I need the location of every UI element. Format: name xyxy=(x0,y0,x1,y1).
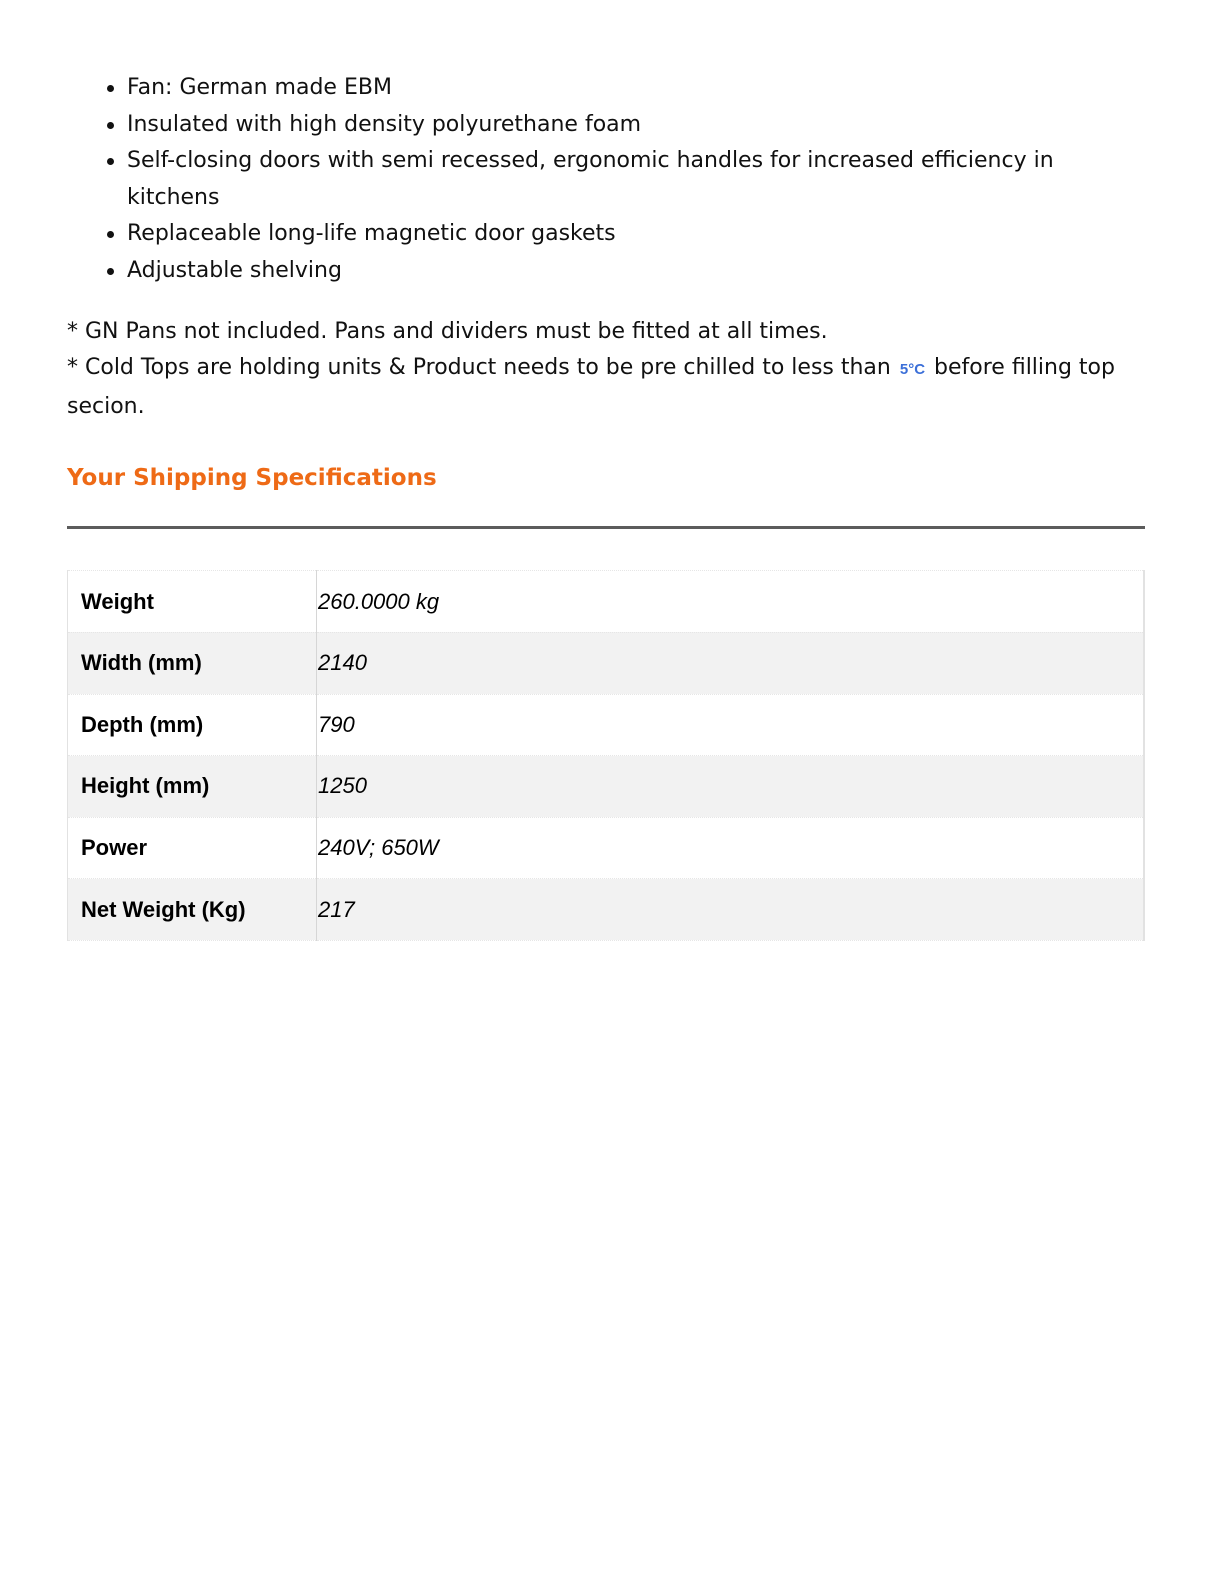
spec-value: 240V; 650W xyxy=(318,835,439,861)
table-row xyxy=(68,632,1145,694)
table-row xyxy=(68,879,1145,941)
note-pans: * GN Pans not included. Pans and dividers must be fitted at all times. xyxy=(67,318,828,344)
feature-item: Self-closing doors with semi recessed, ergonomic handles for increased efficiency in kitchens xyxy=(127,143,1145,216)
table-row xyxy=(68,571,1145,633)
feature-item: Fan: German made EBM xyxy=(127,70,1145,107)
spec-label: Height (mm) xyxy=(68,756,317,818)
spec-value: 260.0000 kg xyxy=(318,588,440,614)
spec-value: 790 xyxy=(318,711,355,737)
table-row xyxy=(68,756,1145,818)
table-row xyxy=(68,817,1145,879)
spec-value: 217 xyxy=(318,896,355,922)
notes xyxy=(67,314,1145,426)
shipping-specifications-heading: Your Shipping Specifications xyxy=(67,465,437,492)
feature-item: Insulated with high density polyurethane foam xyxy=(127,107,1145,144)
spec-label: Width (mm) xyxy=(68,632,317,694)
table-row xyxy=(68,694,1145,756)
spec-label: Net Weight (Kg) xyxy=(68,879,317,941)
spec-label: Depth (mm) xyxy=(68,694,317,756)
temperature-value: 5°C xyxy=(899,361,926,379)
feature-item: Adjustable shelving xyxy=(127,253,1145,290)
divider xyxy=(67,526,1145,529)
spec-value: 1250 xyxy=(318,773,367,799)
shipping-specifications-table xyxy=(67,570,1145,941)
feature-list xyxy=(67,70,1145,290)
spec-label: Power xyxy=(68,817,317,879)
note-cold-tops-text: * Cold Tops are holding units & Product needs to be pre chilled to less than xyxy=(67,355,891,381)
note-cold-tops-text-end: before filling top secion. xyxy=(67,355,1115,419)
spec-value: 2140 xyxy=(318,650,367,676)
spec-label: Weight xyxy=(68,571,317,633)
note-cold-tops xyxy=(67,350,1145,425)
feature-item: Replaceable long-life magnetic door gaskets xyxy=(127,216,1145,253)
product-description xyxy=(67,70,1145,941)
